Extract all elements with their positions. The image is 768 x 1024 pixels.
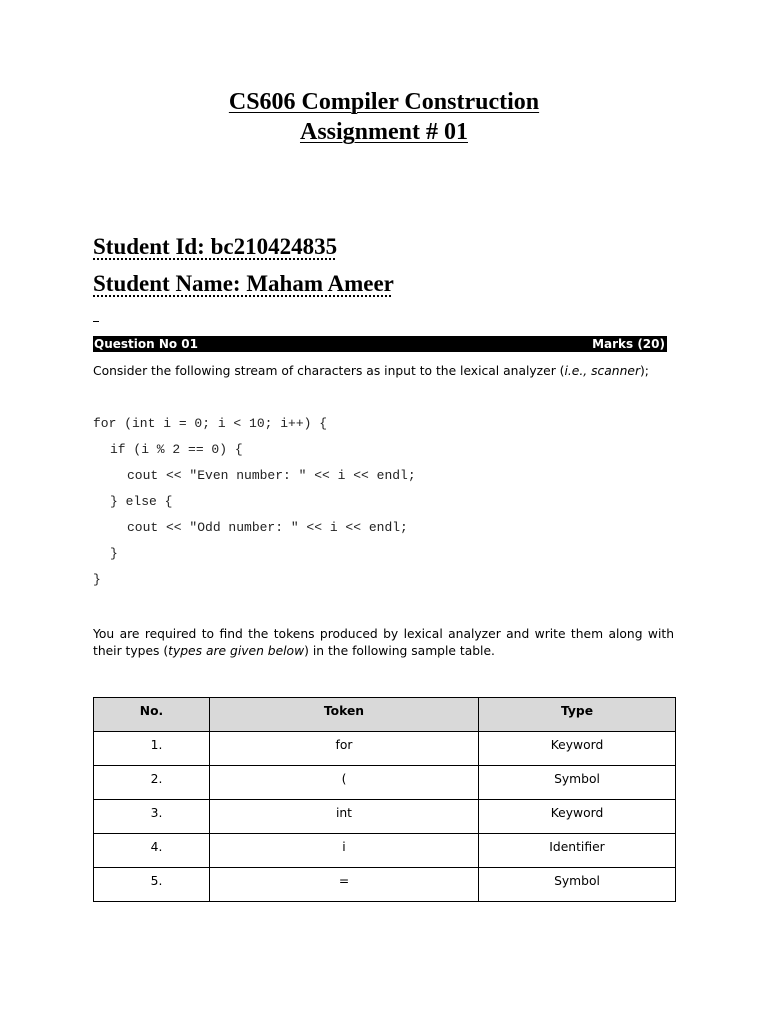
assignment-number: Assignment # 01 [299, 119, 468, 145]
token-table [93, 697, 676, 902]
divider-mark [93, 321, 99, 322]
code-line: for (int i = 0; i < 10; i++) { [93, 416, 328, 431]
column-header-no: No. [94, 698, 210, 732]
column-header-token: Token [210, 698, 479, 732]
cell-no: 2. [94, 766, 210, 800]
table-row [94, 834, 676, 868]
table-row [94, 800, 676, 834]
code-line: cout << "Even number: " << i << endl; [127, 468, 416, 483]
question-label: Question No 01 [94, 337, 199, 351]
code-line: } [93, 572, 101, 587]
instructions-paragraph [93, 626, 674, 660]
cell-token: for [210, 732, 479, 766]
cell-type: Keyword [479, 732, 676, 766]
cell-type: Keyword [479, 800, 676, 834]
intro-emphasis: i.e., scanner [564, 364, 640, 378]
question-header-bar [93, 336, 667, 352]
table-row [94, 732, 676, 766]
cell-no: 1. [94, 732, 210, 766]
cell-type: Symbol [479, 766, 676, 800]
student-name: Student Name: Maham Ameer [93, 271, 394, 296]
cell-no: 5. [94, 868, 210, 902]
intro-paragraph [93, 363, 674, 380]
code-line: cout << "Odd number: " << i << endl; [127, 520, 408, 535]
cell-type: Symbol [479, 868, 676, 902]
code-line: } else { [110, 494, 173, 509]
cell-token: i [210, 834, 479, 868]
student-id: Student Id: bc210424835 [93, 234, 338, 259]
table-row [94, 766, 676, 800]
document-title: CS606 Compiler Construction [228, 89, 540, 115]
cell-no: 4. [94, 834, 210, 868]
cell-token: int [210, 800, 479, 834]
table-row [94, 868, 676, 902]
question-marks: Marks (20) [592, 337, 665, 351]
cell-token: ( [210, 766, 479, 800]
intro-text: Consider the following stream of characters as input to the lexical analyzer ( [93, 364, 565, 378]
instructions-text-end: ) in the following sample table. [304, 644, 495, 658]
intro-text-end: ); [640, 364, 649, 378]
instructions-emphasis: types are given below [168, 644, 305, 658]
cell-token: = [210, 868, 479, 902]
code-line: if (i % 2 == 0) { [110, 442, 243, 457]
column-header-type: Type [479, 698, 676, 732]
table-header-row [94, 698, 676, 732]
instructions-text: You are required to find the tokens produced by lexical analyzer and write them along with their types ( [93, 627, 674, 658]
cell-no: 3. [94, 800, 210, 834]
cell-type: Identifier [479, 834, 676, 868]
code-line: } [110, 546, 118, 561]
